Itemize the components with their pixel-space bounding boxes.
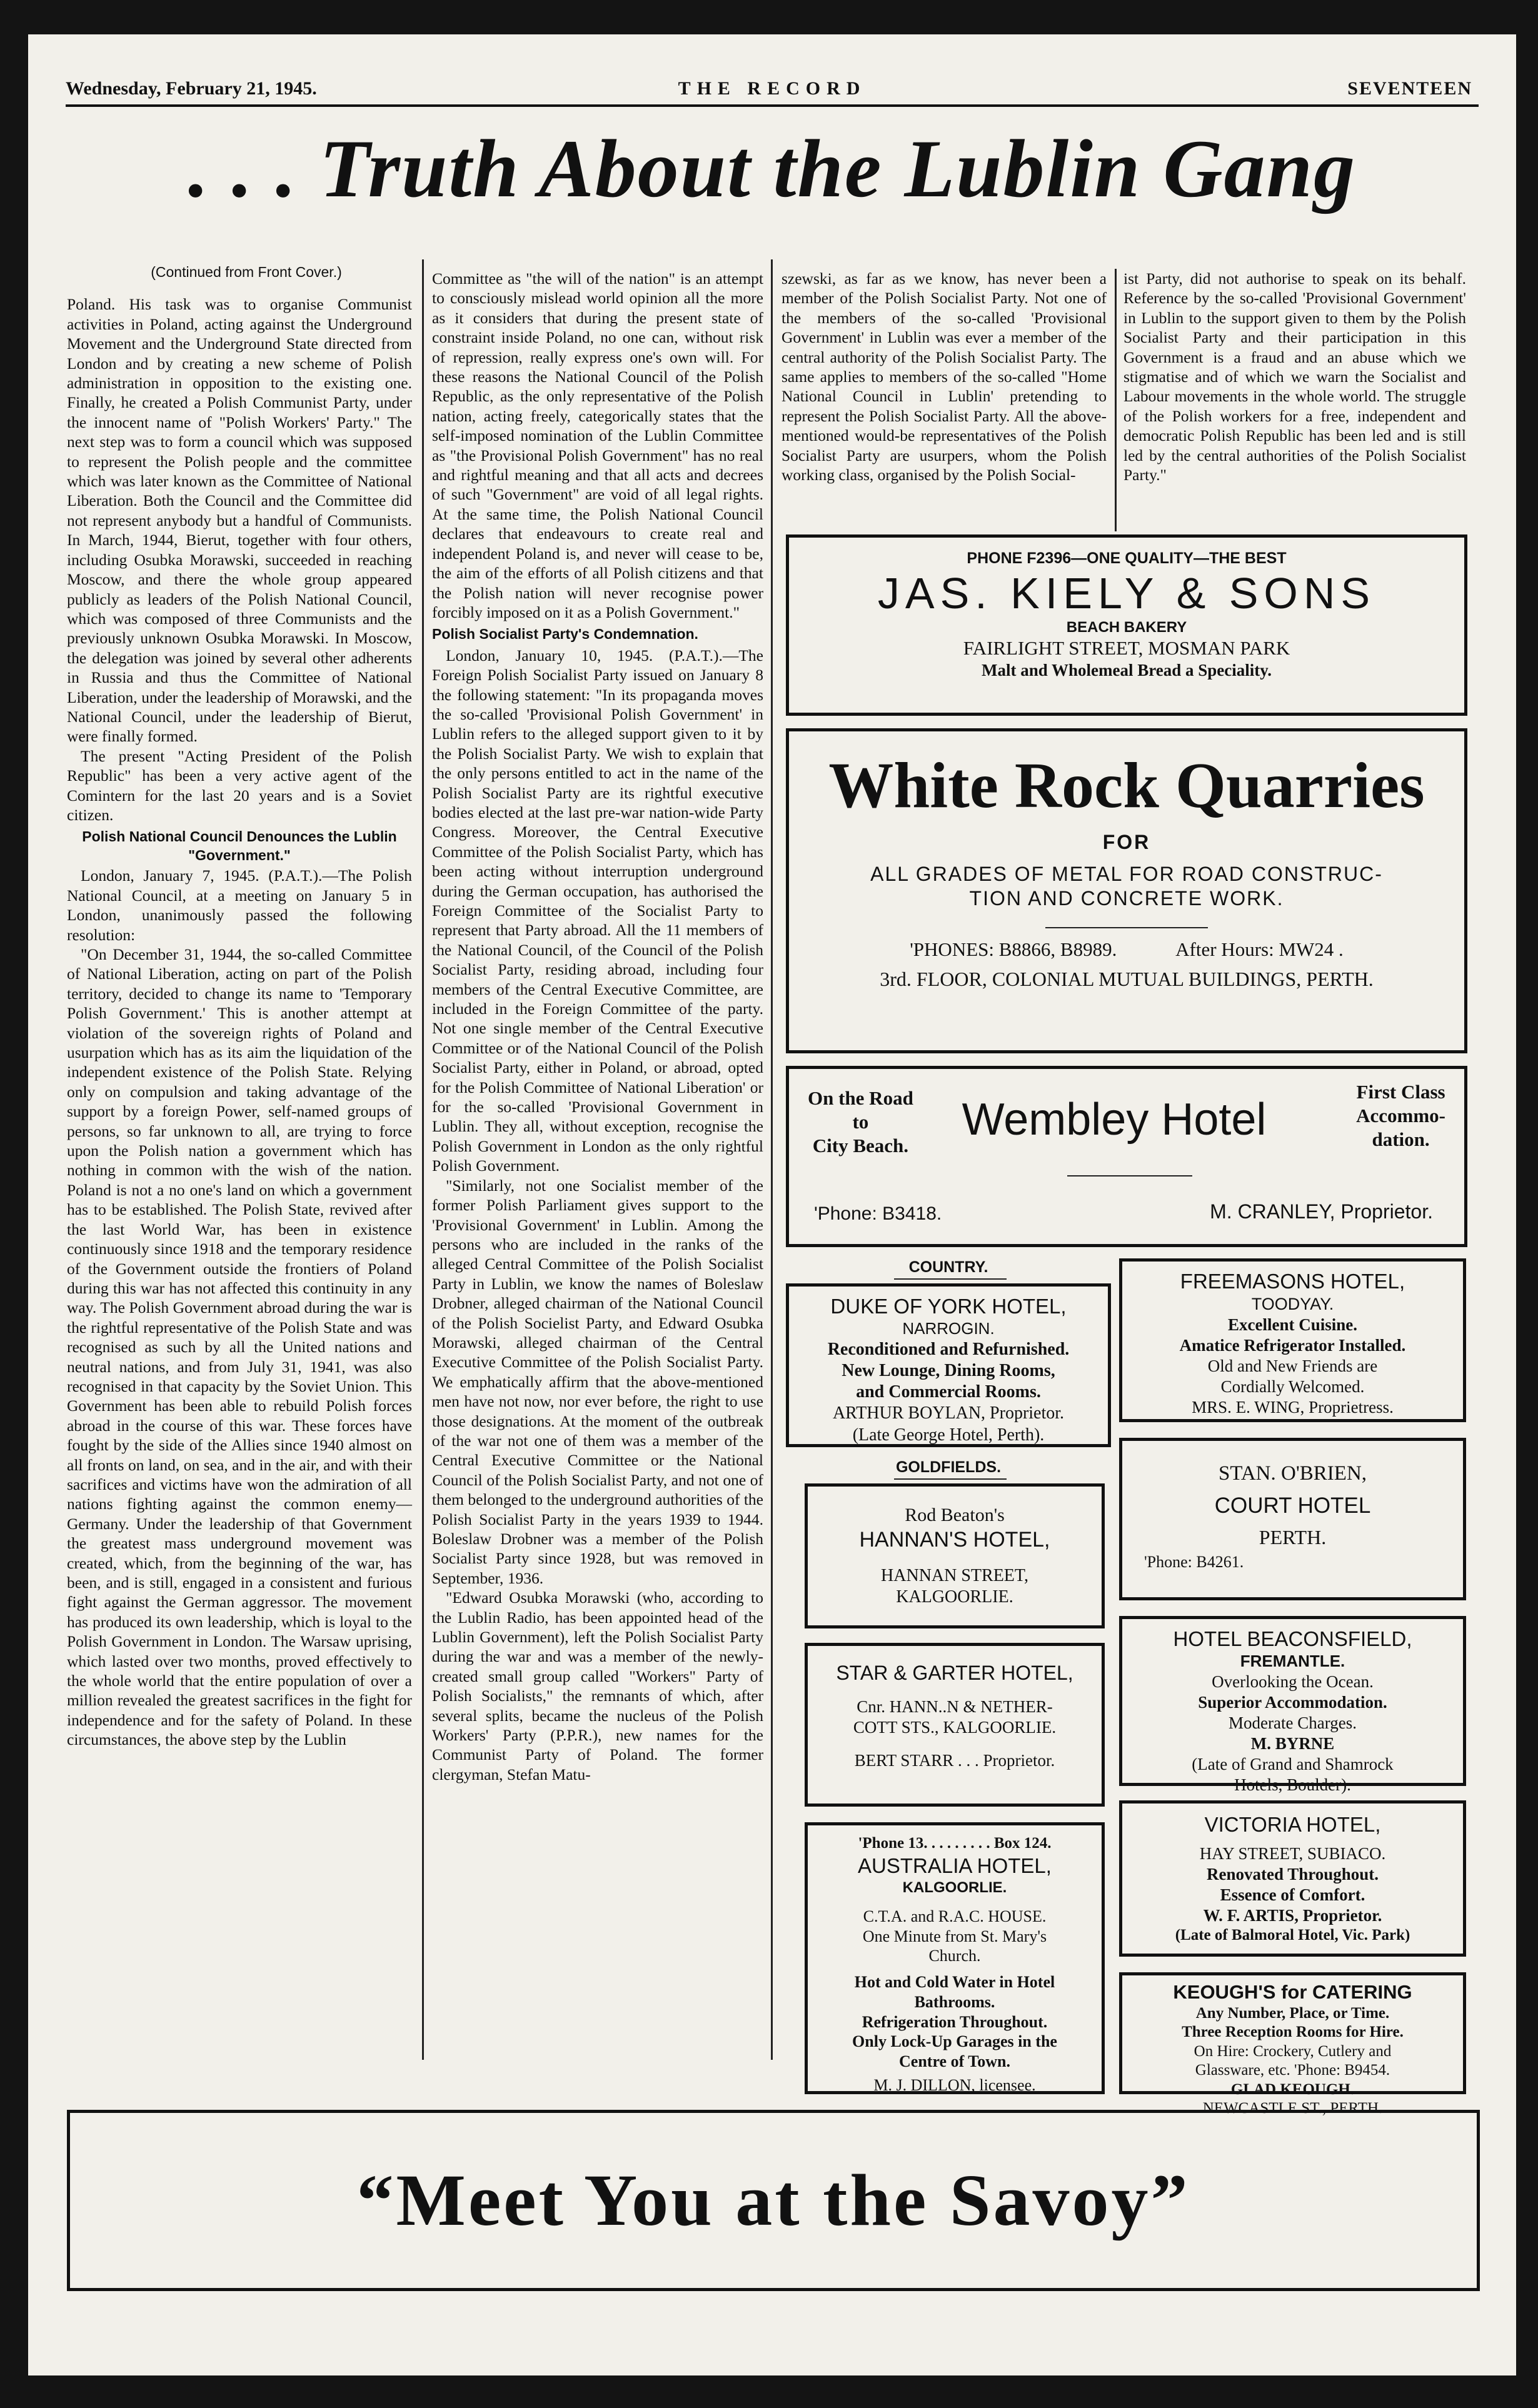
ad-text: (Late George Hotel, Perth). <box>852 1425 1045 1445</box>
ad-text: (Late of Balmoral Hotel, Vic. Park) <box>1175 1927 1410 1944</box>
ad-text: City Beach. <box>812 1134 909 1156</box>
ad-title: COURT HOTEL <box>1214 1493 1371 1518</box>
ad-proprietor: M. BYRNE <box>1250 1733 1335 1753</box>
ad-text: Church. <box>928 1947 981 1965</box>
article-column-4 <box>1123 269 1466 484</box>
ad-text: Rod Beaton's <box>905 1505 1005 1525</box>
issue-date: Wednesday, February 21, 1945. <box>66 78 317 99</box>
ad-phone: 'Phone 13. . . . . . . . . Box 124. <box>858 1835 1052 1852</box>
ad-proprietor: M. CRANLEY, Proprietor. <box>1210 1200 1433 1223</box>
ad-text: Moderate Charges. <box>1229 1713 1357 1732</box>
ad-text: Only Lock-Up Garages in the <box>852 2032 1057 2051</box>
paragraph: "Edward Osubka Morawski (who, according to the Lublin Radio, has been appointed head of the Lublin Government), left the Polish Socialist Party during the war and was a member of the newly-created small group called "Workers" Party of Polish Socialists," the remnants of which, after several splits, became the nucleus of the Polish Workers' Party (P.P.R.), new names for the Communist Party of Poland. The former clergyman, Stefan Matu- <box>432 1588 763 1783</box>
ad-left-block <box>808 1086 913 1157</box>
ad-freemasons-hotel <box>1119 1258 1466 1422</box>
header-rule <box>66 104 1479 107</box>
ad-proprietor: ARTHUR BOYLAN, Proprietor. <box>832 1403 1065 1423</box>
ad-text: On Hire: Crockery, Cutlery and <box>1194 2042 1392 2060</box>
ad-text: NARROGIN. <box>902 1319 995 1338</box>
ad-title: HANNAN'S HOTEL, <box>859 1527 1050 1552</box>
ad-text: Excellent Cuisine. <box>1228 1315 1357 1335</box>
ad-proprietor: M. J. DILLON, licensee. <box>873 2075 1036 2094</box>
ad-text: Overlooking the Ocean. <box>1212 1672 1374 1691</box>
ad-wembley-hotel <box>786 1066 1467 1247</box>
ad-text: Hot and Cold Water in Hotel <box>854 1973 1055 1992</box>
ad-right-block <box>1356 1080 1445 1151</box>
ad-text: First Class <box>1356 1081 1445 1103</box>
ad-text: Superior Accommodation. <box>1198 1692 1387 1712</box>
ad-star-garter-hotel <box>805 1643 1105 1807</box>
ad-title: KEOUGH'S for CATERING <box>1173 1981 1412 2003</box>
paragraph: szewski, as far as we know, has never been a member of the Polish Socialist Party. Not one of the members of the so-called 'Provisional Government' in Lublin was ever a member of the central authority of the Polish Socialist Party. The same applies to members of the so-called "Home National Council in Lublin' pretending to represent the Polish Socialist Party. All the above-mentioned would-be representatives of the Polish Socialist Party are usurpers, whom the Polish working class, organised by the Polish Social- <box>782 269 1107 484</box>
ad-text: TOODYAY. <box>1251 1295 1334 1314</box>
continued-note: (Continued from Front Cover.) <box>151 264 342 280</box>
article-column-1 <box>67 263 412 1750</box>
ad-text: Reconditioned and Refurnished. <box>827 1339 1070 1359</box>
newspaper-page <box>28 34 1516 2375</box>
ad-text: Refrigeration Throughout. <box>862 2012 1048 2031</box>
ad-text: Cordially Welcomed. <box>1220 1377 1365 1396</box>
section-rule <box>894 1478 1007 1480</box>
paragraph: "Similarly, not one Socialist member of the former Polish Parliament gives support to the 'Provisional Government' in Lublin. Among the persons who are included in the ranks of the alleged Central Committee of the Polish Socialist Party in Lublin, we know the names of Boleslaw Drobner, alleged chairman of the National Council of the Polish Socielist Party, and Edward Osubka Morawski, alleged chairman of the Central Executive Committee of the Polish Socialist Party. We emphatically affirm that the above-mentioned men have not now, nor ever before, the right to use those designations. At the moment of the outbreak of the war not one of them was a member of the Central Executive Committee or the National Council of the Polish Socialist Party, and not one of them belonged to the underground authorities of the Polish Socialist Party in the years 1939 to 1944. Boleslaw Drobner was a member of the Polish Socialist Party since 1928, but was removed in September, 1936. <box>432 1176 763 1587</box>
ad-phone: 'Phone: B3418. <box>814 1203 942 1224</box>
ad-text: Cnr. HANN..N & NETHER- <box>857 1697 1053 1717</box>
ad-address: 3rd. FLOOR, COLONIAL MUTUAL BUILDINGS, PERTH. <box>880 968 1374 991</box>
ad-text: HAY STREET, SUBIACO. <box>1199 1844 1386 1864</box>
ad-text: NEWCASTLE ST., PERTH. <box>1202 2100 1383 2117</box>
ad-text: Accommo- <box>1356 1104 1445 1126</box>
ad-title: FREEMASONS HOTEL, <box>1180 1270 1405 1293</box>
masthead: THE RECORD <box>678 78 867 99</box>
ad-title: AUSTRALIA HOTEL, <box>858 1854 1052 1877</box>
ad-text: TION AND CONCRETE WORK. <box>969 887 1284 910</box>
ad-text: Hotels, Boulder). <box>1234 1775 1351 1794</box>
paragraph: London, January 7, 1945. (P.A.T.).—The Polish National Council, at a meeting on January 5 in London, unanimously passed the following resolution: <box>67 866 412 944</box>
ad-text: and Commercial Rooms. <box>856 1382 1041 1402</box>
ad-phone-row <box>789 938 1464 961</box>
ad-jas-kiely <box>786 534 1467 716</box>
ad-keoughs-catering <box>1119 1972 1466 2117</box>
article-column-2 <box>432 269 763 1784</box>
column-rule <box>1115 269 1117 531</box>
ad-title: VICTORIA HOTEL, <box>1204 1813 1381 1836</box>
ad-title: White Rock Quarries <box>828 750 1425 821</box>
ad-court-hotel <box>1119 1438 1466 1600</box>
headline: . . . Truth About the Lublin Gang <box>188 123 1357 214</box>
ad-proprietor: W. F. ARTIS, Proprietor. <box>1203 1906 1382 1925</box>
paragraph: The present "Acting President of the Polish Republic" has been a very active agent of the Comintern for the last 20 years and is a Soviet citizen. <box>67 746 412 824</box>
ad-text: FREMANTLE. <box>1240 1652 1345 1671</box>
ad-text: Any Number, Place, or Time. <box>1195 2004 1390 2022</box>
ad-text: Renovated Throughout. <box>1206 1865 1379 1884</box>
ad-text: ALL GRADES OF METAL FOR ROAD CONSTRUC- <box>870 863 1383 886</box>
ad-text: C.T.A. and R.A.C. HOUSE. <box>863 1907 1047 1926</box>
subheading: Polish Socialist Party's Condemnation. <box>432 626 698 643</box>
ad-phones: 'PHONES: B8866, B8989. <box>910 938 1117 961</box>
article-column-3 <box>782 269 1107 484</box>
paragraph: ist Party, did not authorise to speak on its behalf. Reference by the so-called 'Provisional Government' in Lublin to the support given to them by the Polish Socialist Party and their participation in this Government is a fraud and an abuse which we stigmatise and of which we warn the Socialist and Labour movements in the whole world. The struggle of the Polish workers for a free, independent and democratic Polish Republic has been led and is still led by the central authorities of the Polish Socialist Party." <box>1123 269 1466 484</box>
section-rule <box>894 1278 1007 1280</box>
ad-text: FOR <box>1102 831 1151 854</box>
subheading: Polish National Council Denounces the Lublin "Government." <box>82 828 397 864</box>
ad-victoria-hotel <box>1119 1800 1466 1957</box>
ad-text: COTT STS., KALGOORLIE. <box>853 1717 1057 1737</box>
paragraph: Committee as "the will of the nation" is an attempt to consciously mislead world opinion all the more as it considers that during the present state of constraint inside Poland, no one can, without risk of repression, really express one's own will. For these reasons the National Council of the Polish Republic, as the only representative of the Polish nation, acting freely, categorically states that the self-imposed nomination of the Lublin Committee as "the Provisional Polish Government" has no real and rightful meaning and that all acts and decrees of such "Government" are void of all legal rights. At the same time, the Polish National Council declares that endeavours to create real and independent Poland is, and never will cease to be, the aim of the efforts of all Polish citizens and that the Polish nation will never recognise power forcibly imposed on it as a Polish Government." <box>432 269 763 621</box>
ad-text: STAN. O'BRIEN, <box>1218 1462 1367 1485</box>
ad-text: Three Reception Rooms for Hire. <box>1182 2024 1404 2041</box>
column-rule <box>771 259 773 2060</box>
ad-text: KALGOORLIE. <box>896 1587 1013 1607</box>
paragraph: London, January 10, 1945. (P.A.T.).—The Foreign Polish Socialist Party issued on January 8 the following statement: "In its propaganda moves the so-called 'Provisional Polish Government' in Lublin refers to the alleged support given to it by the Polish Socialist Party. We wish to explain that the only persons entitled to act in the name of the Polish Socialist Party are its rightful executive bodies elected at the last pre-war nation-wide Party Congress. Moreover, the Central Executive Committee of the Polish Socialist Party, which has been acting without interruption underground during the German occupation, has authorised the Foreign Committee of the Socialist Party to represent that Party abroad. All the 11 members of the National Council, of the Council of the Polish Socialist Party, residing abroad, including four members of the Central Executive Committee, are included in the Foreign Committee of the party. Not one single member of the Central Executive Committee or of the National Council of the Polish Socialist Party, either in Poland, or abroad, opted for the Polish Committee of National Liberation' or for the so-called 'Provisional Government in Lublin. They all, without exception, recognise the Polish Government in London as the only rightful Polish Government. <box>432 646 763 1175</box>
ad-text: (Late of Grand and Shamrock <box>1192 1754 1394 1773</box>
ad-proprietor: MRS. E. WING, Proprietress. <box>1192 1397 1394 1417</box>
paragraph: "On December 31, 1944, the so-called Committee of National Liberation, acting on part of the Polish territory, decided to change its name to 'Temporary Polish Government.' This is another attempt at violation of the sovereign rights of Poland and usurpation which has as its aim the liquidation of the independent existence of the Polish State. Relying only on compulsion and taking advantage of the support by a foreign Power, self-named groups of persons, so far unknown to all, are trying to force upon the Polish nation a government which has nothing in common with the wish of the nation. Poland is not a no one's land on which a government has to be established. The Polish State, revived after the last World War, has been in existence continuously since 1918 and the temporary residence of the Government outside the frontiers of Poland during this war has not affected this continuity in any way. The Polish Government abroad during the war is the rightful representative of the Polish State and was recognised as such by all the United nations and neutral nations, and from July 31, 1941, was also recognised in that capacity by the Soviet Union. This Government has been able to rebuild Polish forces abroad in the course of this war. These forces have fought by the side of the Allies since 1940 almost on all fronts on land, on sea, and in the air, and with their sacrifices and victims have won the admiration of all nations fighting against the common enemy—Germany. Under the leadership of that Government the greatest mass underground movement was created, which, from the beginning of the war, has been, and is still, engaged in a consistent and furious fight against the German aggressor. The movement has produced its own leadership, which is loyal to the Polish Government in London. The Warsaw uprising, which lasted over two months, proved effectively to the whole world that the entire population of over a million revealed the greatest sacrifices in the fight for independence and for the safety of Poland. In these circumstances, the above step by the Lublin <box>67 945 412 1749</box>
ad-text: Essence of Comfort. <box>1220 1885 1365 1905</box>
ad-white-rock <box>786 728 1467 1053</box>
paragraph: Poland. His task was to organise Communist activities in Poland, acting against the Underground Movement and the Underground State directed from London and by creating a new scheme of Polish administration in opposition to the existing one. Finally, he created a Polish Communist Party, under the innocent name of "Polish Workers' Party." The next step was to form a council which was supposed to represent the Polish people and the committee which was later known as the Committee of National Liberation. Both the Council and the Committee did not represent anybody but a handful of Communists. In March, 1944, Bierut, together with four others, including Osubka Morawski, succeeded in reaching Moscow, and there the whole group appeared publicly as leaders of the Polish National Council, which was composed of three Communists and the previously unknown Osubka Morawski. In Moscow, the delegation was joined by several other adherents in Russia and thus the Committee of National Liberation, under the leadership of Morawski, and the National Council, under the leadership of Bierut, were finally formed. <box>67 295 412 746</box>
ad-title: STAR & GARTER HOTEL, <box>836 1662 1073 1684</box>
ad-text: Centre of Town. <box>899 2052 1010 2071</box>
ad-hannans-hotel <box>805 1483 1105 1628</box>
ad-speciality: Malt and Wholemeal Bread a Speciality. <box>981 661 1272 680</box>
ad-title: DUKE OF YORK HOTEL, <box>830 1295 1067 1318</box>
ad-hotel-beaconsfield <box>1119 1616 1466 1794</box>
ad-address: FAIRLIGHT STREET, MOSMAN PARK <box>963 637 1290 660</box>
ad-text: Bathrooms. <box>914 1992 995 2011</box>
ad-savoy-banner <box>67 2110 1480 2291</box>
ad-text: KALGOORLIE. <box>902 1879 1007 1896</box>
ad-text: Amatice Refrigerator Installed. <box>1179 1336 1406 1355</box>
ad-duke-of-york-hotel <box>786 1283 1111 1447</box>
ad-text: New Lounge, Dining Rooms, <box>842 1361 1055 1381</box>
ad-title: JAS. KIELY & SONS <box>877 568 1376 618</box>
ad-proprietor: BERT STARR . . . Proprietor. <box>854 1750 1055 1770</box>
ad-text: One Minute from St. Mary's <box>862 1927 1047 1945</box>
ad-rule <box>1045 927 1208 928</box>
ad-savoy-slogan: “Meet You at the Savoy” <box>356 2159 1190 2241</box>
section-label-goldfields: GOLDFIELDS. <box>895 1458 1002 1476</box>
ad-text: HANNAN STREET, <box>881 1566 1028 1586</box>
ad-text: PERTH. <box>1259 1526 1327 1548</box>
ad-proprietor: GLAD KEOUGH. <box>1230 2080 1355 2098</box>
ad-after-hours: After Hours: MW24 . <box>1175 938 1344 961</box>
ad-text: Old and New Friends are <box>1207 1357 1378 1376</box>
ad-rule <box>1067 1175 1192 1176</box>
ad-title: Wembley Hotel <box>962 1095 1267 1145</box>
section-label-country: COUNTRY. <box>908 1258 988 1276</box>
ad-subtitle: BEACH BAKERY <box>1066 619 1187 636</box>
page-number: SEVENTEEN <box>1347 78 1472 99</box>
ad-phone-line: PHONE F2396—ONE QUALITY—THE BEST <box>967 549 1287 567</box>
ad-text: dation. <box>1372 1128 1430 1150</box>
ad-text: Glassware, etc. 'Phone: B9454. <box>1195 2062 1390 2079</box>
column-rule <box>422 259 424 2060</box>
ad-phone: 'Phone: B4261. <box>1144 1553 1244 1571</box>
ad-title: HOTEL BEACONSFIELD, <box>1173 1627 1412 1650</box>
ad-australia-hotel <box>805 1822 1105 2094</box>
ad-text: to <box>852 1110 869 1133</box>
ad-text: On the Road <box>808 1087 913 1109</box>
